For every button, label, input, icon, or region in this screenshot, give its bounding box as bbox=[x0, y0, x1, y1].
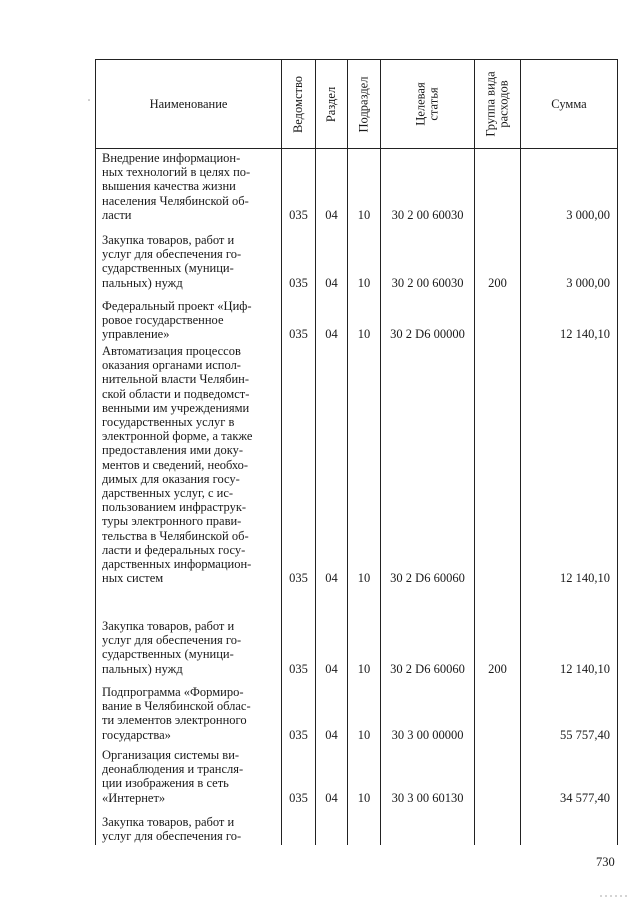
description-line: предоставления ими доку- bbox=[102, 443, 244, 458]
header-target-item-line: статья bbox=[426, 87, 441, 121]
description-line: электронной форме, а также bbox=[102, 429, 253, 444]
description-line: государственных услуг в bbox=[102, 415, 235, 430]
description-line: ласти и федеральных госу- bbox=[102, 542, 246, 557]
header-target-item-line: Целевая bbox=[413, 82, 428, 126]
description-line: дарственных услуг, с ис- bbox=[102, 486, 234, 501]
header-target-item bbox=[381, 60, 474, 148]
description-line: Закупка товаров, работ и bbox=[102, 619, 235, 633]
page-number: 730 bbox=[596, 855, 615, 869]
cell-department: 035 bbox=[289, 571, 308, 586]
row-description bbox=[102, 299, 276, 342]
cell-target: 30 2 D6 60060 bbox=[390, 661, 465, 676]
cell-subsection: 10 bbox=[357, 571, 371, 586]
cell-section: 04 bbox=[325, 571, 338, 586]
scan-dot-decoration bbox=[87, 98, 91, 102]
cell-subsection: 10 bbox=[357, 727, 371, 742]
cell-section: 04 bbox=[325, 661, 338, 676]
cell-department: 035 bbox=[289, 327, 308, 342]
row-description bbox=[102, 685, 276, 742]
cell-amount: 12 140,10 bbox=[560, 661, 610, 676]
cell-target: 30 3 00 60130 bbox=[391, 790, 464, 805]
description-line: пальных) нужд bbox=[102, 275, 183, 290]
description-line: Федеральный проект «Циф- bbox=[102, 299, 252, 313]
cell-amount: 34 577,40 bbox=[560, 790, 610, 805]
cell-subsection: 10 bbox=[357, 275, 371, 290]
budget-table bbox=[95, 59, 618, 845]
description-line: управление» bbox=[102, 327, 170, 342]
cell-department: 035 bbox=[289, 207, 308, 222]
header-amount-label: Сумма bbox=[551, 96, 587, 111]
description-line: населения Челябинской об- bbox=[102, 193, 249, 208]
cell-group: 200 bbox=[488, 275, 507, 290]
cell-department: 035 bbox=[289, 727, 308, 742]
cell-subsection: 10 bbox=[357, 661, 371, 676]
cell-target: 30 2 D6 00000 bbox=[390, 327, 465, 342]
cell-subsection: 10 bbox=[357, 327, 371, 342]
description-line: пользованием инфраструк- bbox=[102, 500, 247, 515]
cell-section: 04 bbox=[325, 790, 338, 805]
description-line: ти элементов электронного bbox=[102, 713, 247, 728]
cell-subsection: 10 bbox=[357, 207, 371, 222]
cell-subsection: 10 bbox=[357, 790, 371, 805]
cell-amount: 3 000,00 bbox=[566, 207, 610, 222]
row-description bbox=[102, 233, 276, 290]
cell-department: 035 bbox=[289, 790, 308, 805]
description-line: Закупка товаров, работ и bbox=[102, 233, 235, 247]
description-line: государства» bbox=[102, 727, 171, 742]
description-line: тельства в Челябинской об- bbox=[102, 528, 249, 543]
cell-section: 04 bbox=[325, 207, 338, 222]
cell-section: 04 bbox=[325, 327, 338, 342]
header-expense-group-line: расходов bbox=[496, 80, 511, 128]
row-description bbox=[102, 344, 276, 585]
description-line: ской области и подведомст- bbox=[102, 386, 250, 401]
row-description bbox=[102, 619, 276, 676]
cell-target: 30 2 00 60030 bbox=[391, 207, 464, 222]
scan-mark-decoration bbox=[600, 893, 630, 899]
row-description bbox=[102, 151, 276, 222]
description-line: ных систем bbox=[102, 571, 164, 586]
description-line: услуг для обеспечения го- bbox=[102, 633, 242, 648]
cell-department: 035 bbox=[289, 661, 308, 676]
header-department-label: Ведомство bbox=[291, 75, 305, 133]
description-line: Организация системы ви- bbox=[102, 748, 240, 762]
row-description bbox=[102, 748, 276, 805]
description-line: нительной власти Челябин- bbox=[102, 372, 249, 387]
description-line: ласти bbox=[102, 207, 132, 222]
description-line: деонаблюдения и трансля- bbox=[102, 762, 244, 777]
cell-group: 200 bbox=[488, 661, 507, 676]
header-subsection bbox=[348, 60, 380, 148]
cell-amount: 3 000,00 bbox=[566, 275, 610, 290]
cell-amount: 12 140,10 bbox=[560, 327, 610, 342]
description-line: сударственных (муници- bbox=[102, 261, 234, 276]
header-section bbox=[316, 60, 347, 148]
description-line: венными им учреждениями bbox=[102, 400, 250, 415]
description-line: вание в Челябинской облас- bbox=[102, 699, 251, 714]
cell-target: 30 3 00 00000 bbox=[391, 727, 464, 742]
header-expense-group-label bbox=[485, 71, 511, 136]
description-line: оказания органами испол- bbox=[102, 358, 241, 373]
header-amount bbox=[521, 60, 617, 148]
header-section-label: Раздел bbox=[324, 86, 339, 122]
description-line: Автоматизация процессов bbox=[102, 344, 241, 358]
cell-target: 30 2 00 60030 bbox=[391, 275, 464, 290]
row-description bbox=[102, 815, 276, 843]
header-expense-group bbox=[475, 60, 520, 148]
header-expense-group-line: Группа вида bbox=[483, 71, 498, 137]
cell-target: 30 2 D6 60060 bbox=[390, 571, 465, 586]
description-line: ровое государственное bbox=[102, 313, 224, 328]
header-department bbox=[282, 60, 315, 148]
description-line: пальных) нужд bbox=[102, 661, 183, 676]
description-line: димых для оказания госу- bbox=[102, 471, 240, 486]
description-line: дарственных информацион- bbox=[102, 557, 252, 572]
cell-department: 035 bbox=[289, 275, 308, 290]
description-line: Закупка товаров, работ и bbox=[102, 815, 235, 829]
cell-amount: 55 757,40 bbox=[560, 727, 610, 742]
header-name-label: Наименование bbox=[149, 96, 228, 111]
description-line: Подпрограмма «Формиро- bbox=[102, 685, 244, 699]
header-target-item-label bbox=[415, 82, 441, 125]
description-line: туры электронного прави- bbox=[102, 514, 242, 529]
description-line: ных технологий в целях по- bbox=[102, 165, 251, 180]
description-line: Внедрение информацион- bbox=[102, 151, 241, 165]
description-line: вышения качества жизни bbox=[102, 179, 236, 194]
description-line: услуг для обеспечения го- bbox=[102, 829, 242, 844]
description-line: сударственных (муници- bbox=[102, 647, 234, 662]
description-line: «Интернет» bbox=[102, 790, 166, 805]
description-line: услуг для обеспечения го- bbox=[102, 247, 242, 262]
header-subsection-label: Подраздел bbox=[356, 76, 371, 132]
cell-amount: 12 140,10 bbox=[560, 571, 610, 586]
cell-section: 04 bbox=[325, 727, 338, 742]
header-name bbox=[96, 60, 281, 148]
cell-section: 04 bbox=[325, 275, 338, 290]
description-line: ции изображения в сеть bbox=[102, 776, 229, 791]
description-line: ментов и сведений, необхо- bbox=[102, 457, 249, 472]
